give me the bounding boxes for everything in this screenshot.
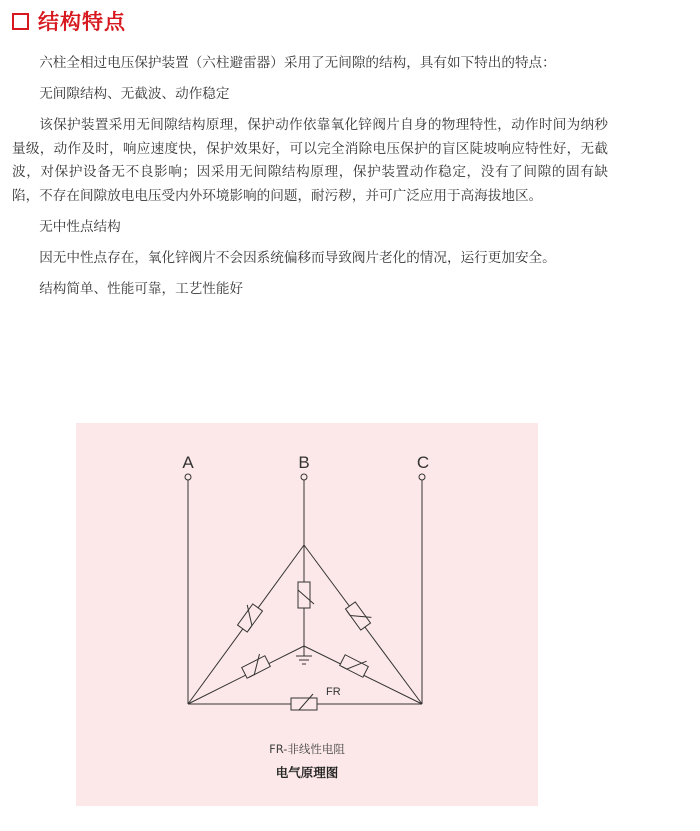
varistor-left-star-icon [240,652,270,678]
intro-paragraph: 六柱全相过电压保护装置（六柱避雷器）采用了无间隙的结构，具有如下特出的特点： [39,55,556,71]
terminal-b-label: B [298,453,310,472]
diagram-caption: 电气原理图 [275,765,339,780]
varistor-right-star-icon [340,651,370,677]
feature-heading-simple: 结构简单、性能可靠，工艺性能好 [39,280,244,297]
varistor-top-icon [298,582,314,608]
section-heading [12,6,126,36]
varistor-bottom-icon [291,694,317,710]
ground-icon [296,656,312,664]
terminal-a-icon [185,474,191,480]
electrical-schematic-panel [76,423,538,806]
feature-heading-no-gap: 无间隙结构、无截波、动作稳定 [39,85,230,102]
section-body [12,52,608,309]
feature-paragraph-no-gap: 该保护装置采用无间隙结构原理，保护动作依靠氧化锌阀片自身的物理特性，动作时间为纳秒量级，动作及时，响应速度快，保护效果好，可以完全消除电压保护的盲区陡坡响应特性好，无截波，对保护设备无不良影响；因采用无间隙结构原理，保护装置动作稳定，没有了间隙的固有缺陷，不存在间隙放电电压受内外环境影响的问题，耐污秽，并可广泛应用于高海拔地区。 [12,117,608,204]
component-label: FR [326,686,341,698]
terminal-b-icon [301,474,307,480]
section-title: 结构特点 [38,10,126,34]
terminal-a-label: A [182,453,194,472]
terminal-c-label: C [416,453,430,472]
checkbox-square-icon [12,13,29,30]
varistor-left-edge-icon [234,602,262,632]
feature-heading-no-neutral: 无中性点结构 [39,218,121,235]
feature-paragraph-no-neutral: 因无中性点存在，氧化锌阀片不会因系统偏移而导致阀片老化的情况，运行更加安全。 [39,250,556,267]
legend-text: FR-非线性电阻 [269,742,345,756]
terminal-c-icon [419,474,425,480]
varistor-right-edge-icon [346,600,374,630]
